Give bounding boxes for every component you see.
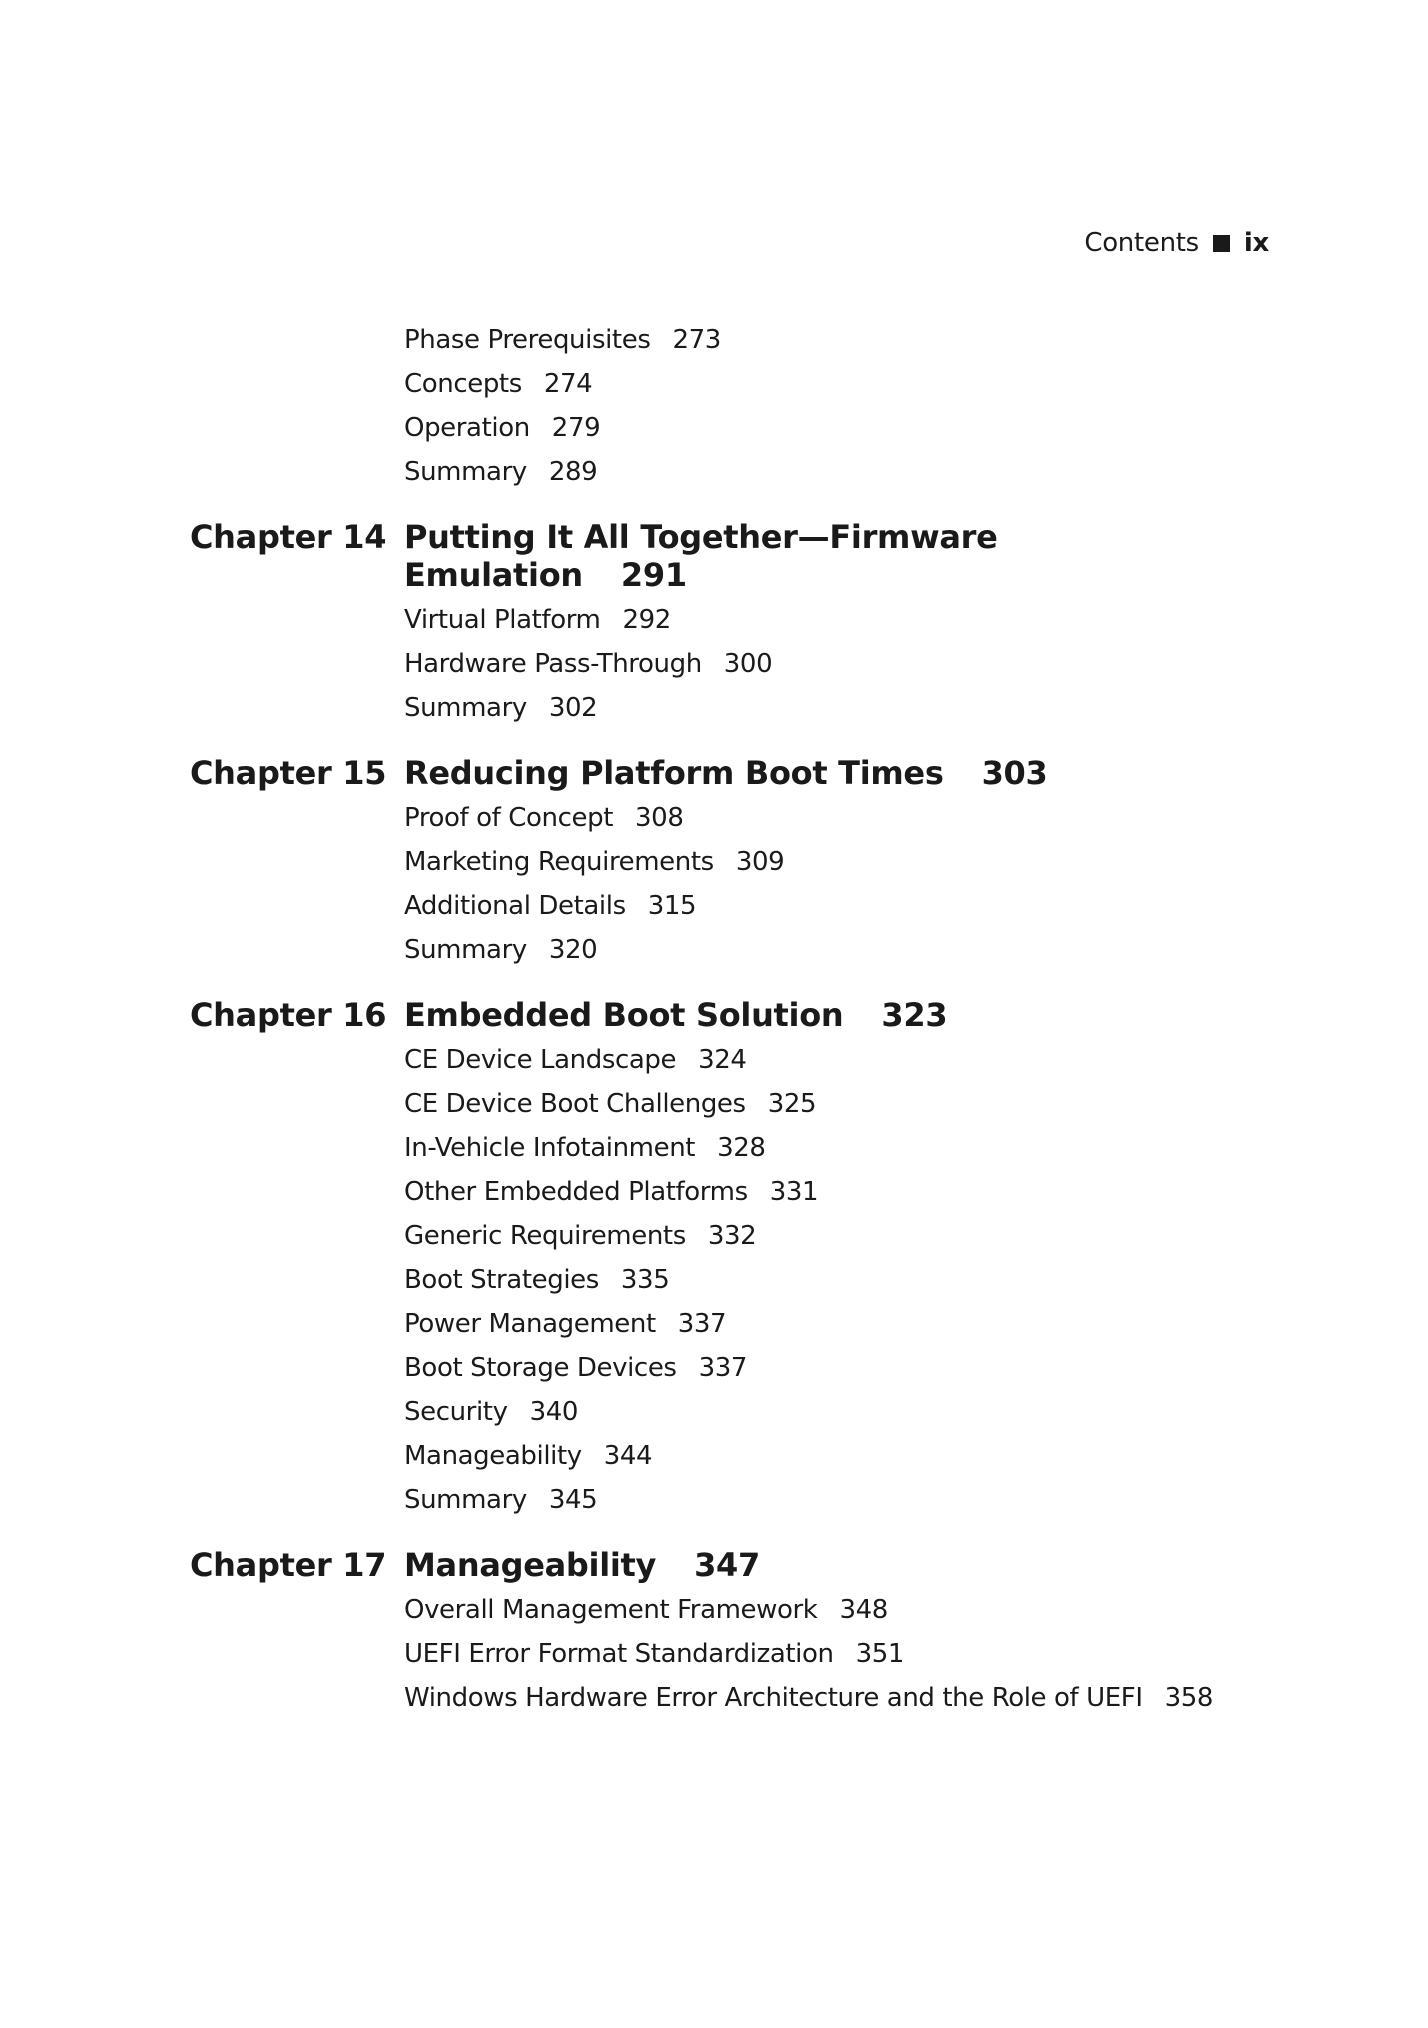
entry-title: In-Vehicle Infotainment xyxy=(404,1133,696,1163)
entry-title: Virtual Platform xyxy=(404,605,601,635)
entry-page: 309 xyxy=(735,847,785,877)
entry-title: Operation xyxy=(404,413,530,443)
chapter-title xyxy=(404,996,1290,1034)
chapter-page: 303 xyxy=(981,754,1048,792)
entry-title: CE Device Landscape xyxy=(404,1045,677,1075)
entry-page: 351 xyxy=(855,1639,904,1669)
chapter-title xyxy=(404,518,1290,594)
chapter-17 xyxy=(190,1546,1290,1720)
chapter-heading[interactable] xyxy=(190,518,1290,594)
chapter-16 xyxy=(190,996,1290,1522)
chapter-title-line2: Emulation xyxy=(404,556,583,594)
entry-page: 331 xyxy=(769,1177,819,1207)
entry-page: 348 xyxy=(839,1595,888,1625)
entry-title: CE Device Boot Challenges xyxy=(404,1089,746,1119)
toc-entry[interactable] xyxy=(404,318,1290,362)
chapter-15 xyxy=(190,754,1290,972)
entry-page: 315 xyxy=(647,891,697,921)
toc-entry[interactable] xyxy=(404,362,1290,406)
page-number: ix xyxy=(1243,228,1269,258)
chapter-title-text: Reducing Platform Boot Times xyxy=(404,754,944,792)
entry-page: 340 xyxy=(529,1397,579,1427)
entry-title: Security xyxy=(404,1397,508,1427)
entry-title: Summary xyxy=(404,935,527,965)
entry-page: 358 xyxy=(1164,1683,1214,1713)
entry-page: 302 xyxy=(548,693,598,723)
chapter-entries xyxy=(404,1588,1290,1720)
chapter-heading[interactable] xyxy=(190,754,1290,792)
entry-title: Other Embedded Platforms xyxy=(404,1177,748,1207)
toc-entry[interactable] xyxy=(404,1082,1290,1126)
entry-page: 344 xyxy=(603,1441,653,1471)
entry-page: 289 xyxy=(548,457,598,487)
entry-page: 324 xyxy=(698,1045,747,1075)
toc-entry[interactable] xyxy=(404,450,1290,494)
square-bullet-icon xyxy=(1213,235,1230,252)
chapter-page: 291 xyxy=(620,556,687,594)
toc-entry[interactable] xyxy=(404,1170,1290,1214)
entry-title: Marketing Requirements xyxy=(404,847,714,877)
toc-entry[interactable] xyxy=(404,1346,1290,1390)
entry-title: Manageability xyxy=(404,1441,582,1471)
toc-entry[interactable] xyxy=(404,1588,1290,1632)
chapter-page: 347 xyxy=(694,1546,760,1584)
chapter-title-text: Manageability xyxy=(404,1546,657,1584)
toc-entry[interactable] xyxy=(404,928,1290,972)
entry-page: 308 xyxy=(635,803,684,833)
chapter-heading[interactable] xyxy=(190,1546,1290,1584)
entry-title: Boot Strategies xyxy=(404,1265,599,1295)
toc-entry[interactable] xyxy=(404,796,1290,840)
entry-page: 332 xyxy=(707,1221,757,1251)
entry-title: Summary xyxy=(404,1485,527,1515)
entry-page: 273 xyxy=(672,325,721,355)
chapter-label: Chapter 15 xyxy=(190,754,387,792)
entry-page: 345 xyxy=(548,1485,598,1515)
chapter-title xyxy=(404,754,1290,792)
toc-entry[interactable] xyxy=(404,1632,1290,1676)
toc-entry[interactable] xyxy=(404,1038,1290,1082)
table-of-contents xyxy=(190,318,1290,1720)
entry-title: Additional Details xyxy=(404,891,626,921)
chapter-label: Chapter 17 xyxy=(190,1546,387,1584)
chapter-title xyxy=(404,1546,1290,1584)
entry-title: Windows Hardware Error Architecture and the Role of UEFI xyxy=(404,1683,1143,1713)
chapter-title-line1: Putting It All Together—Firmware xyxy=(404,518,998,556)
toc-entry[interactable] xyxy=(404,1302,1290,1346)
toc-entry[interactable] xyxy=(404,884,1290,928)
entry-title: Proof of Concept xyxy=(404,803,614,833)
entry-page: 320 xyxy=(548,935,598,965)
entry-page: 279 xyxy=(551,413,601,443)
entry-title: UEFI Error Format Standardization xyxy=(404,1639,834,1669)
toc-entry[interactable] xyxy=(404,1390,1290,1434)
leading-entries xyxy=(404,318,1290,494)
chapter-14 xyxy=(190,518,1290,730)
entry-page: 337 xyxy=(698,1353,748,1383)
entry-title: Power Management xyxy=(404,1309,656,1339)
entry-page: 292 xyxy=(622,605,671,635)
toc-entry[interactable] xyxy=(404,1434,1290,1478)
entry-title: Overall Management Framework xyxy=(404,1595,818,1625)
chapter-label: Chapter 14 xyxy=(190,518,387,556)
entry-title: Summary xyxy=(404,457,527,487)
chapter-page: 323 xyxy=(881,996,948,1034)
toc-entry[interactable] xyxy=(404,1258,1290,1302)
entry-title: Generic Requirements xyxy=(404,1221,686,1251)
entry-page: 325 xyxy=(767,1089,817,1119)
chapter-entries xyxy=(404,796,1290,972)
toc-entry[interactable] xyxy=(404,642,1290,686)
entry-title: Summary xyxy=(404,693,527,723)
toc-entry[interactable] xyxy=(404,1478,1290,1522)
toc-entry[interactable] xyxy=(404,840,1290,884)
entry-page: 300 xyxy=(723,649,773,679)
chapter-entries xyxy=(404,1038,1290,1522)
running-head xyxy=(1084,228,1269,258)
entry-page: 337 xyxy=(677,1309,727,1339)
chapter-label: Chapter 16 xyxy=(190,996,387,1034)
entry-title: Concepts xyxy=(404,369,522,399)
toc-entry[interactable] xyxy=(404,1676,1290,1720)
entry-title: Boot Storage Devices xyxy=(404,1353,677,1383)
toc-entry[interactable] xyxy=(404,598,1290,642)
toc-entry[interactable] xyxy=(404,406,1290,450)
chapter-title-text: Embedded Boot Solution xyxy=(404,996,844,1034)
toc-entry[interactable] xyxy=(404,686,1290,730)
entry-page: 335 xyxy=(620,1265,670,1295)
toc-entry[interactable] xyxy=(404,1214,1290,1258)
entry-title: Phase Prerequisites xyxy=(404,325,651,355)
entry-page: 328 xyxy=(717,1133,766,1163)
entry-page: 274 xyxy=(543,369,593,399)
entry-title: Hardware Pass-Through xyxy=(404,649,702,679)
chapter-heading[interactable] xyxy=(190,996,1290,1034)
running-head-label: Contents xyxy=(1084,228,1199,258)
toc-entry[interactable] xyxy=(404,1126,1290,1170)
chapter-entries xyxy=(404,598,1290,730)
